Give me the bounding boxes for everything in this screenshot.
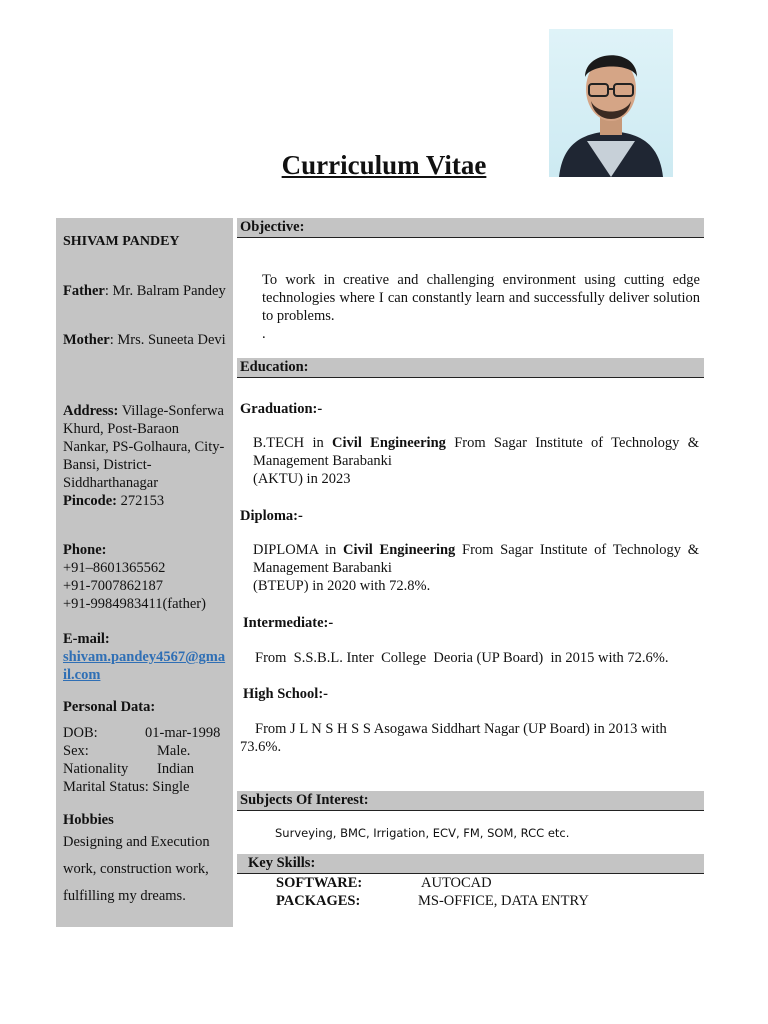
email-label: E-mail: [63, 631, 110, 647]
graduation-label: Graduation:- [240, 401, 323, 417]
personal-row-dob [63, 724, 228, 742]
mother-value: : Mrs. Suneeta Devi [109, 332, 226, 348]
candidate-name: SHIVAM PANDEY [63, 234, 180, 249]
personal-value: Single [152, 779, 190, 795]
graduation-text [253, 434, 699, 470]
section-header-subjects: Subjects Of Interest: [237, 791, 704, 811]
personal-key: Nationality [63, 761, 129, 777]
personal-row-sex [63, 742, 228, 760]
pincode-label: Pincode: [63, 493, 117, 509]
phone-number: +91-9984983411(father) [63, 596, 206, 612]
personal-row-marital [63, 778, 228, 796]
personal-value: Indian [157, 761, 195, 777]
diploma-label: Diploma:- [240, 508, 303, 524]
hobbies-label: Hobbies [63, 812, 114, 828]
subjects-text: Surveying, BMC, Irrigation, ECV, FM, SOM, RCC etc. [275, 826, 570, 840]
packages-value: MS-OFFICE, DATA ENTRY [418, 893, 589, 909]
personal-value: Male. [157, 743, 191, 759]
mother-label: Mother [63, 332, 110, 348]
highschool-text: From J L N S H S S Asogawa Siddhart Nagar (UP Board) in 2013 with 73.6%. [240, 721, 667, 755]
phone-block [63, 541, 228, 613]
diploma-field: Civil Engineering [343, 542, 456, 558]
objective-dot: . [262, 326, 266, 342]
intermediate-label: Intermediate:- [243, 615, 334, 631]
page-title: Curriculum Vitae [281, 150, 487, 180]
graduation-degree: B.TECH in [253, 435, 333, 451]
graduation-institute: From Sagar Institute of Technology & Management Barabanki [253, 435, 699, 469]
graduation-board: (AKTU) in 2023 [253, 471, 351, 487]
hobbies-text: Designing and Execution work, construction work, fulfilling my dreams. [63, 834, 210, 904]
graduation-field: Civil Engineering [332, 435, 446, 451]
diploma-degree: DIPLOMA in [253, 542, 344, 558]
email-link[interactable]: shivam.pandey4567@gmail.com [63, 649, 226, 683]
section-header-objective: Objective: [237, 218, 704, 238]
personal-key: DOB: [63, 725, 98, 741]
father-label: Father [63, 283, 105, 299]
section-header-education: Education: [237, 358, 704, 378]
diploma-board: (BTEUP) in 2020 with 72.8%. [253, 578, 431, 594]
father-value: : Mr. Balram Pandey [104, 283, 226, 299]
personal-value: 01-mar-1998 [145, 725, 221, 741]
address-value: Village-Sonferwa Khurd, Post-Baraon Nankar, PS-Golhaura, City- Bansi, District- Siddharthanagar [63, 403, 225, 491]
diploma-institute: From Sagar Institute of Technology & Management Barabanki [253, 542, 699, 576]
father-block [63, 282, 228, 300]
phone-number: +91–8601365562 [63, 560, 166, 576]
diploma-text [253, 541, 699, 577]
skill-row-packages [276, 892, 696, 910]
objective-text: To work in creative and challenging environment using cutting edge technologies where I can constantly learn and successfully deliver solution to problems. [262, 272, 700, 324]
personal-data-block [63, 698, 228, 796]
software-value: AUTOCAD [421, 875, 492, 891]
phone-number: +91-7007862187 [63, 578, 164, 594]
personal-row-nationality [63, 760, 228, 778]
pincode-value: 272153 [116, 493, 165, 509]
section-header-skills: Key Skills: [237, 854, 704, 874]
personal-key: Marital Status: [63, 779, 149, 795]
skill-row-software [276, 874, 676, 892]
personal-data-label: Personal Data: [63, 699, 156, 715]
software-label: SOFTWARE: [276, 875, 363, 891]
phone-label: Phone: [63, 542, 107, 558]
intermediate-text: From S.S.B.L. Inter College Deoria (UP Board) in 2015 with 72.6%. [255, 650, 669, 666]
packages-label: PACKAGES: [276, 893, 361, 909]
highschool-label: High School:- [243, 686, 328, 702]
address-label: Address: [63, 403, 119, 419]
mother-block [63, 331, 228, 349]
email-block [63, 630, 228, 684]
sidebar-panel [56, 218, 233, 927]
hobbies-block [63, 811, 228, 910]
personal-key: Sex: [63, 743, 89, 759]
address-block [63, 402, 228, 510]
